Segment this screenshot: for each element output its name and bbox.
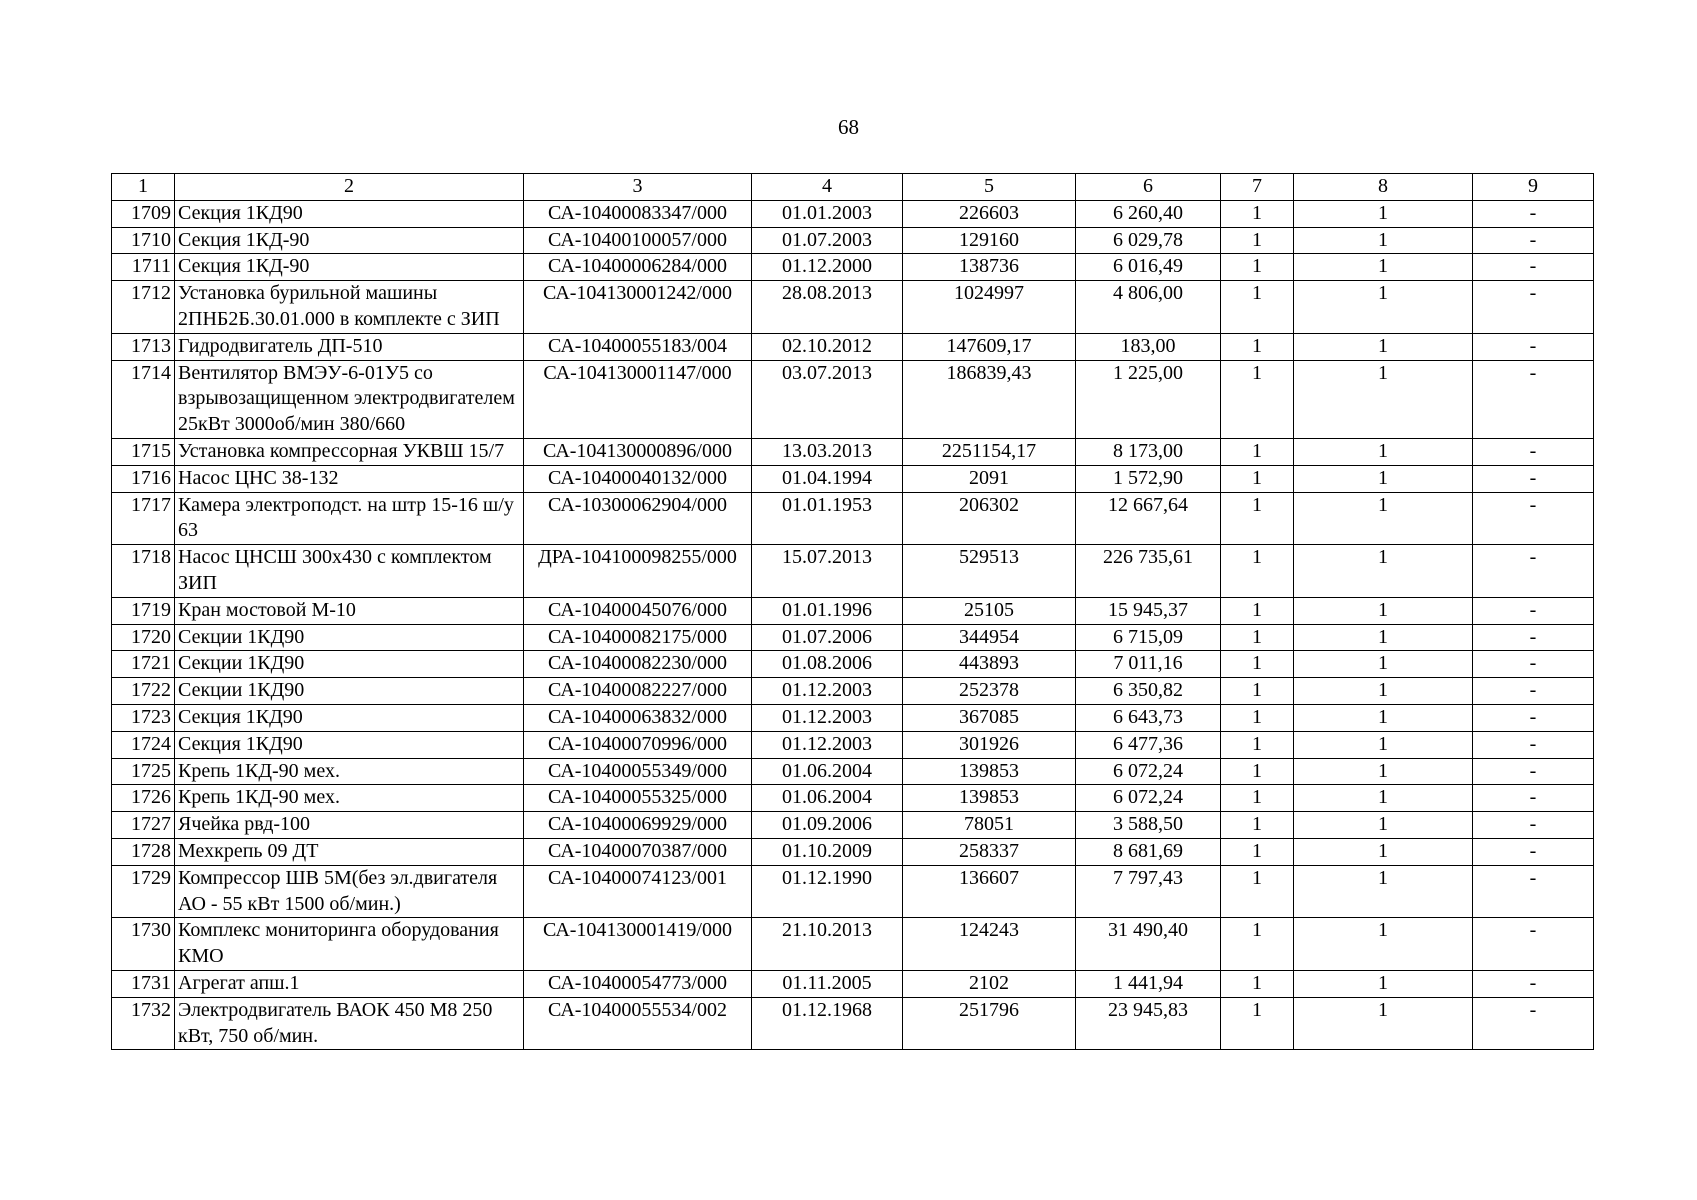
amount-cell: 183,00: [1076, 333, 1221, 360]
date-cell: 01.01.1953: [752, 492, 903, 545]
date-cell: 13.03.2013: [752, 438, 903, 465]
value-cell: 138736: [903, 254, 1076, 281]
column-header: 6: [1076, 174, 1221, 201]
row-number-cell: 1729: [112, 865, 175, 918]
item-name-cell: Камера электроподст. на штр 15-16 ш/у 63: [175, 492, 524, 545]
value-cell: 252378: [903, 678, 1076, 705]
note-cell: -: [1473, 254, 1594, 281]
quantity-cell: 1: [1221, 651, 1294, 678]
inventory-number-cell: СА-10400070387/000: [524, 838, 752, 865]
date-cell: 01.12.2000: [752, 254, 903, 281]
inventory-number-cell: СА-10400055349/000: [524, 758, 752, 785]
value-cell: 251796: [903, 997, 1076, 1050]
note-cell: -: [1473, 918, 1594, 971]
date-cell: 01.06.2004: [752, 785, 903, 812]
amount-cell: 6 029,78: [1076, 227, 1221, 254]
amount-cell: 23 945,83: [1076, 997, 1221, 1050]
quantity-cell: 1: [1221, 997, 1294, 1050]
note-cell: -: [1473, 281, 1594, 334]
column-header: 8: [1294, 174, 1473, 201]
count-cell: 1: [1294, 758, 1473, 785]
row-number-cell: 1725: [112, 758, 175, 785]
amount-cell: 6 260,40: [1076, 200, 1221, 227]
table-row: [112, 597, 1594, 624]
note-cell: -: [1473, 360, 1594, 438]
date-cell: 01.12.1990: [752, 865, 903, 918]
table-row: [112, 438, 1594, 465]
quantity-cell: 1: [1221, 785, 1294, 812]
quantity-cell: 1: [1221, 970, 1294, 997]
note-cell: -: [1473, 492, 1594, 545]
quantity-cell: 1: [1221, 360, 1294, 438]
row-number-cell: 1713: [112, 333, 175, 360]
item-name-cell: Секции 1КД90: [175, 651, 524, 678]
item-name-cell: Секция 1КД-90: [175, 254, 524, 281]
inventory-number-cell: СА-104130001419/000: [524, 918, 752, 971]
table-row: [112, 624, 1594, 651]
date-cell: 02.10.2012: [752, 333, 903, 360]
inventory-number-cell: СА-10400074123/001: [524, 865, 752, 918]
item-name-cell: Секции 1КД90: [175, 624, 524, 651]
item-name-cell: Секция 1КД-90: [175, 227, 524, 254]
table-row: [112, 838, 1594, 865]
item-name-cell: Крепь 1КД-90 мех.: [175, 785, 524, 812]
table-row: [112, 731, 1594, 758]
amount-cell: 226 735,61: [1076, 545, 1221, 598]
inventory-number-cell: СА-10400082227/000: [524, 678, 752, 705]
item-name-cell: Кран мостовой М-10: [175, 597, 524, 624]
count-cell: 1: [1294, 970, 1473, 997]
note-cell: -: [1473, 678, 1594, 705]
table-row: [112, 812, 1594, 839]
item-name-cell: Крепь 1КД-90 мех.: [175, 758, 524, 785]
quantity-cell: 1: [1221, 678, 1294, 705]
value-cell: 78051: [903, 812, 1076, 839]
row-number-cell: 1719: [112, 597, 175, 624]
value-cell: 147609,17: [903, 333, 1076, 360]
amount-cell: 8 173,00: [1076, 438, 1221, 465]
quantity-cell: 1: [1221, 758, 1294, 785]
count-cell: 1: [1294, 678, 1473, 705]
table-row: [112, 333, 1594, 360]
table-row: [112, 970, 1594, 997]
amount-cell: 8 681,69: [1076, 838, 1221, 865]
row-number-cell: 1710: [112, 227, 175, 254]
note-cell: -: [1473, 785, 1594, 812]
amount-cell: 6 477,36: [1076, 731, 1221, 758]
row-number-cell: 1714: [112, 360, 175, 438]
value-cell: 25105: [903, 597, 1076, 624]
inventory-number-cell: СА-10400040132/000: [524, 465, 752, 492]
count-cell: 1: [1294, 624, 1473, 651]
date-cell: 01.11.2005: [752, 970, 903, 997]
row-number-cell: 1721: [112, 651, 175, 678]
inventory-number-cell: СА-104130000896/000: [524, 438, 752, 465]
table-row: [112, 200, 1594, 227]
table-body: [112, 200, 1594, 1050]
inventory-number-cell: СА-10400055325/000: [524, 785, 752, 812]
note-cell: -: [1473, 704, 1594, 731]
date-cell: 01.12.2003: [752, 678, 903, 705]
inventory-number-cell: СА-10300062904/000: [524, 492, 752, 545]
inventory-number-cell: СА-10400083347/000: [524, 200, 752, 227]
count-cell: 1: [1294, 200, 1473, 227]
date-cell: 01.10.2009: [752, 838, 903, 865]
note-cell: -: [1473, 597, 1594, 624]
row-number-cell: 1716: [112, 465, 175, 492]
value-cell: 139853: [903, 758, 1076, 785]
value-cell: 2102: [903, 970, 1076, 997]
count-cell: 1: [1294, 281, 1473, 334]
count-cell: 1: [1294, 597, 1473, 624]
inventory-number-cell: СА-10400070996/000: [524, 731, 752, 758]
table-row: [112, 918, 1594, 971]
quantity-cell: 1: [1221, 545, 1294, 598]
amount-cell: 1 225,00: [1076, 360, 1221, 438]
row-number-cell: 1723: [112, 704, 175, 731]
page-number: 68: [838, 115, 859, 139]
amount-cell: 15 945,37: [1076, 597, 1221, 624]
date-cell: 03.07.2013: [752, 360, 903, 438]
count-cell: 1: [1294, 465, 1473, 492]
note-cell: -: [1473, 200, 1594, 227]
column-header: 3: [524, 174, 752, 201]
note-cell: -: [1473, 758, 1594, 785]
amount-cell: 12 667,64: [1076, 492, 1221, 545]
quantity-cell: 1: [1221, 597, 1294, 624]
item-name-cell: Секция 1КД90: [175, 704, 524, 731]
item-name-cell: Гидродвигатель ДП-510: [175, 333, 524, 360]
value-cell: 139853: [903, 785, 1076, 812]
row-number-cell: 1711: [112, 254, 175, 281]
note-cell: -: [1473, 545, 1594, 598]
item-name-cell: Насос ЦНСШ 300х430 с комплектом ЗИП: [175, 545, 524, 598]
row-number-cell: 1718: [112, 545, 175, 598]
inventory-number-cell: СА-10400069929/000: [524, 812, 752, 839]
note-cell: -: [1473, 465, 1594, 492]
quantity-cell: 1: [1221, 865, 1294, 918]
header-row: [112, 174, 1594, 201]
row-number-cell: 1727: [112, 812, 175, 839]
date-cell: 01.12.1968: [752, 997, 903, 1050]
inventory-number-cell: СА-10400054773/000: [524, 970, 752, 997]
count-cell: 1: [1294, 785, 1473, 812]
value-cell: 1024997: [903, 281, 1076, 334]
amount-cell: 6 643,73: [1076, 704, 1221, 731]
note-cell: -: [1473, 227, 1594, 254]
item-name-cell: Секция 1КД90: [175, 200, 524, 227]
table-row: [112, 651, 1594, 678]
date-cell: 01.06.2004: [752, 758, 903, 785]
table-row: [112, 545, 1594, 598]
date-cell: 01.08.2006: [752, 651, 903, 678]
value-cell: 2251154,17: [903, 438, 1076, 465]
table-row: [112, 254, 1594, 281]
date-cell: 01.01.1996: [752, 597, 903, 624]
count-cell: 1: [1294, 492, 1473, 545]
note-cell: -: [1473, 812, 1594, 839]
item-name-cell: Насос ЦНС 38-132: [175, 465, 524, 492]
quantity-cell: 1: [1221, 838, 1294, 865]
quantity-cell: 1: [1221, 254, 1294, 281]
note-cell: -: [1473, 438, 1594, 465]
amount-cell: 6 715,09: [1076, 624, 1221, 651]
count-cell: 1: [1294, 333, 1473, 360]
column-header: 9: [1473, 174, 1594, 201]
count-cell: 1: [1294, 918, 1473, 971]
item-name-cell: Комплекс мониторинга оборудования КМО: [175, 918, 524, 971]
inventory-number-cell: СА-104130001147/000: [524, 360, 752, 438]
table-row: [112, 758, 1594, 785]
date-cell: 01.01.2003: [752, 200, 903, 227]
inventory-number-cell: СА-10400045076/000: [524, 597, 752, 624]
amount-cell: 3 588,50: [1076, 812, 1221, 839]
column-header: 4: [752, 174, 903, 201]
quantity-cell: 1: [1221, 200, 1294, 227]
inventory-number-cell: СА-10400063832/000: [524, 704, 752, 731]
row-number-cell: 1715: [112, 438, 175, 465]
item-name-cell: Секции 1КД90: [175, 678, 524, 705]
quantity-cell: 1: [1221, 918, 1294, 971]
value-cell: 344954: [903, 624, 1076, 651]
amount-cell: 6 350,82: [1076, 678, 1221, 705]
date-cell: 01.04.1994: [752, 465, 903, 492]
amount-cell: 6 072,24: [1076, 785, 1221, 812]
count-cell: 1: [1294, 438, 1473, 465]
inventory-number-cell: СА-104130001242/000: [524, 281, 752, 334]
date-cell: 01.12.2003: [752, 704, 903, 731]
inventory-table: [111, 173, 1594, 1050]
item-name-cell: Агрегат апш.1: [175, 970, 524, 997]
amount-cell: 1 441,94: [1076, 970, 1221, 997]
count-cell: 1: [1294, 545, 1473, 598]
value-cell: 226603: [903, 200, 1076, 227]
note-cell: -: [1473, 997, 1594, 1050]
inventory-number-cell: СА-10400055183/004: [524, 333, 752, 360]
value-cell: 2091: [903, 465, 1076, 492]
quantity-cell: 1: [1221, 731, 1294, 758]
note-cell: -: [1473, 333, 1594, 360]
item-name-cell: Компрессор ШВ 5М(без эл.двигателя АО - 55 кВт 1500 об/мин.): [175, 865, 524, 918]
inventory-number-cell: СА-10400100057/000: [524, 227, 752, 254]
inventory-number-cell: СА-10400082175/000: [524, 624, 752, 651]
table-row: [112, 678, 1594, 705]
quantity-cell: 1: [1221, 704, 1294, 731]
row-number-cell: 1712: [112, 281, 175, 334]
row-number-cell: 1717: [112, 492, 175, 545]
amount-cell: 7 797,43: [1076, 865, 1221, 918]
item-name-cell: Секция 1КД90: [175, 731, 524, 758]
table-row: [112, 785, 1594, 812]
row-number-cell: 1728: [112, 838, 175, 865]
quantity-cell: 1: [1221, 438, 1294, 465]
amount-cell: 1 572,90: [1076, 465, 1221, 492]
count-cell: 1: [1294, 812, 1473, 839]
note-cell: -: [1473, 624, 1594, 651]
date-cell: 01.09.2006: [752, 812, 903, 839]
quantity-cell: 1: [1221, 624, 1294, 651]
count-cell: 1: [1294, 838, 1473, 865]
column-header: 5: [903, 174, 1076, 201]
quantity-cell: 1: [1221, 465, 1294, 492]
item-name-cell: Установка бурильной машины 2ПНБ2Б.30.01.000 в комплекте с ЗИП: [175, 281, 524, 334]
quantity-cell: 1: [1221, 227, 1294, 254]
column-header: 2: [175, 174, 524, 201]
note-cell: -: [1473, 970, 1594, 997]
column-header: 7: [1221, 174, 1294, 201]
table-row: [112, 227, 1594, 254]
inventory-number-cell: СА-10400055534/002: [524, 997, 752, 1050]
date-cell: 21.10.2013: [752, 918, 903, 971]
item-name-cell: Мехкрепь 09 ДТ: [175, 838, 524, 865]
value-cell: 367085: [903, 704, 1076, 731]
table-row: [112, 281, 1594, 334]
row-number-cell: 1730: [112, 918, 175, 971]
table-row: [112, 865, 1594, 918]
value-cell: 136607: [903, 865, 1076, 918]
value-cell: 301926: [903, 731, 1076, 758]
table-row: [112, 492, 1594, 545]
value-cell: 124243: [903, 918, 1076, 971]
inventory-number-cell: СА-10400082230/000: [524, 651, 752, 678]
count-cell: 1: [1294, 997, 1473, 1050]
row-number-cell: 1732: [112, 997, 175, 1050]
note-cell: -: [1473, 731, 1594, 758]
note-cell: -: [1473, 865, 1594, 918]
item-name-cell: Ячейка рвд-100: [175, 812, 524, 839]
quantity-cell: 1: [1221, 333, 1294, 360]
row-number-cell: 1720: [112, 624, 175, 651]
item-name-cell: Вентилятор ВМЭУ-6-01У5 со взрывозащищенном электродвигателем 25кВт 3000об/мин 380/660: [175, 360, 524, 438]
table-row: [112, 360, 1594, 438]
count-cell: 1: [1294, 865, 1473, 918]
value-cell: 129160: [903, 227, 1076, 254]
row-number-cell: 1726: [112, 785, 175, 812]
table-row: [112, 704, 1594, 731]
date-cell: 01.07.2006: [752, 624, 903, 651]
quantity-cell: 1: [1221, 812, 1294, 839]
note-cell: -: [1473, 651, 1594, 678]
value-cell: 186839,43: [903, 360, 1076, 438]
quantity-cell: 1: [1221, 281, 1294, 334]
row-number-cell: 1731: [112, 970, 175, 997]
count-cell: 1: [1294, 360, 1473, 438]
table-header: [112, 174, 1594, 201]
amount-cell: 7 011,16: [1076, 651, 1221, 678]
row-number-cell: 1724: [112, 731, 175, 758]
value-cell: 529513: [903, 545, 1076, 598]
count-cell: 1: [1294, 704, 1473, 731]
amount-cell: 6 016,49: [1076, 254, 1221, 281]
date-cell: 15.07.2013: [752, 545, 903, 598]
item-name-cell: Электродвигатель ВАОК 450 М8 250 кВт, 750 об/мин.: [175, 997, 524, 1050]
date-cell: 01.12.2003: [752, 731, 903, 758]
table-row: [112, 997, 1594, 1050]
amount-cell: 4 806,00: [1076, 281, 1221, 334]
count-cell: 1: [1294, 227, 1473, 254]
count-cell: 1: [1294, 254, 1473, 281]
amount-cell: 31 490,40: [1076, 918, 1221, 971]
row-number-cell: 1709: [112, 200, 175, 227]
value-cell: 443893: [903, 651, 1076, 678]
note-cell: -: [1473, 838, 1594, 865]
count-cell: 1: [1294, 731, 1473, 758]
date-cell: 28.08.2013: [752, 281, 903, 334]
table-row: [112, 465, 1594, 492]
item-name-cell: Установка компрессорная УКВШ 15/7: [175, 438, 524, 465]
row-number-cell: 1722: [112, 678, 175, 705]
value-cell: 258337: [903, 838, 1076, 865]
quantity-cell: 1: [1221, 492, 1294, 545]
date-cell: 01.07.2003: [752, 227, 903, 254]
column-header: 1: [112, 174, 175, 201]
inventory-number-cell: ДРА-104100098255/000: [524, 545, 752, 598]
count-cell: 1: [1294, 651, 1473, 678]
amount-cell: 6 072,24: [1076, 758, 1221, 785]
inventory-number-cell: СА-10400006284/000: [524, 254, 752, 281]
value-cell: 206302: [903, 492, 1076, 545]
